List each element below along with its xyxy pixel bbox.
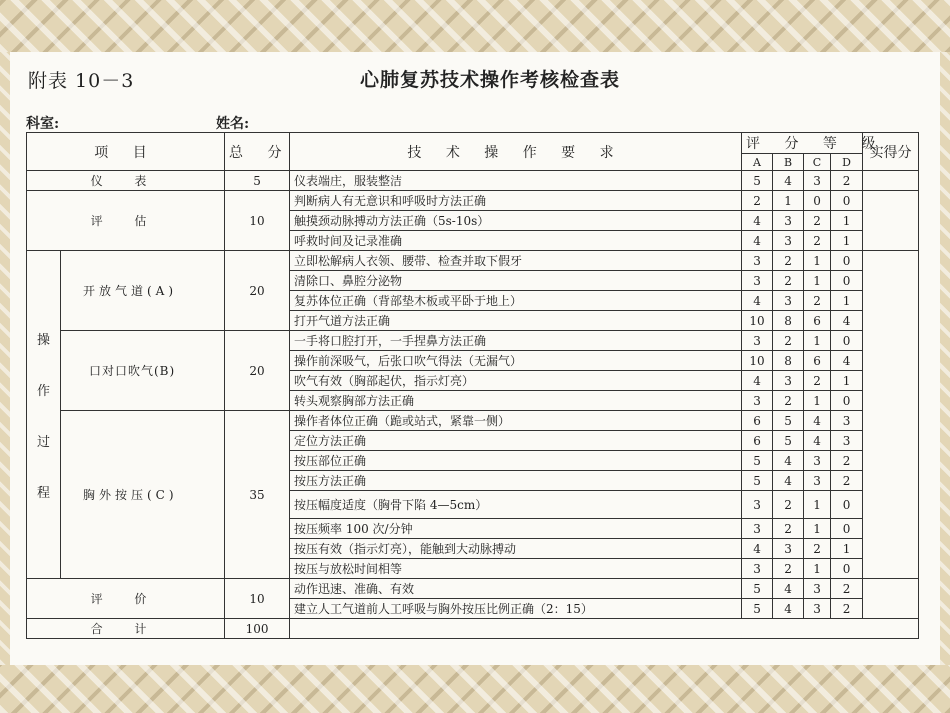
requirement-text: 触摸颈动脉搏动方法正确（5s-10s） bbox=[290, 211, 742, 231]
actual-score-cell[interactable] bbox=[863, 579, 919, 619]
grade-c-value: 3 bbox=[804, 171, 831, 191]
actual-score-cell[interactable] bbox=[863, 251, 919, 579]
grade-a-value: 2 bbox=[742, 191, 773, 211]
grade-d-value: 0 bbox=[831, 559, 863, 579]
grade-d-value: 0 bbox=[831, 251, 863, 271]
requirement-text: 转头观察胸部方法正确 bbox=[290, 391, 742, 411]
table-row bbox=[27, 579, 919, 599]
grade-d-value: 2 bbox=[831, 171, 863, 191]
grade-c-value: 1 bbox=[804, 331, 831, 351]
grade-b-value: 3 bbox=[773, 291, 804, 311]
grade-b-header: B bbox=[773, 154, 804, 171]
requirement-text: 建立人工气道前人工呼吸与胸外按压比例正确（2：15） bbox=[290, 599, 742, 619]
grade-b-value: 2 bbox=[773, 491, 804, 519]
grade-a-value: 3 bbox=[742, 559, 773, 579]
grade-a-value: 4 bbox=[742, 231, 773, 251]
grade-c-value: 3 bbox=[804, 599, 831, 619]
page-title: 心肺复苏技术操作考核检查表 bbox=[360, 69, 621, 91]
grade-b-value: 4 bbox=[773, 451, 804, 471]
requirement-text: 立即松解病人衣领、腰带、检查并取下假牙 bbox=[290, 251, 742, 271]
grade-d-value: 1 bbox=[831, 539, 863, 559]
grade-c-value: 2 bbox=[804, 539, 831, 559]
grade-d-value: 0 bbox=[831, 491, 863, 519]
total-score: 20 bbox=[225, 331, 290, 411]
grade-a-value: 4 bbox=[742, 291, 773, 311]
subcategory-airway: 开放气道(A) bbox=[61, 251, 225, 331]
table-row bbox=[27, 251, 919, 271]
requirement-text: 打开气道方法正确 bbox=[290, 311, 742, 331]
operation-char-3: 过 bbox=[36, 434, 50, 450]
category-evaluation: 评 价 bbox=[27, 579, 225, 619]
requirement-text: 按压与放松时间相等 bbox=[290, 559, 742, 579]
subcategory-breathing: 口对口吹气(B) bbox=[61, 331, 225, 411]
requirement-text: 呼救时间及记录准确 bbox=[290, 231, 742, 251]
total-score: 10 bbox=[225, 191, 290, 251]
grade-c-value: 1 bbox=[804, 251, 831, 271]
operation-char-2: 作 bbox=[36, 383, 50, 399]
decorative-border-top bbox=[0, 0, 950, 52]
grade-b-value: 2 bbox=[773, 519, 804, 539]
grade-d-value: 2 bbox=[831, 451, 863, 471]
checklist-table bbox=[26, 132, 919, 639]
grade-c-header: C bbox=[804, 154, 831, 171]
col-actual-header: 实得分 bbox=[863, 133, 919, 171]
grade-a-value: 6 bbox=[742, 411, 773, 431]
grade-d-value: 2 bbox=[831, 471, 863, 491]
grade-a-value: 3 bbox=[742, 331, 773, 351]
col-grade-header: 评 分 等 级 bbox=[742, 133, 863, 154]
grade-c-value: 6 bbox=[804, 351, 831, 371]
grade-a-value: 3 bbox=[742, 251, 773, 271]
grade-c-value: 1 bbox=[804, 271, 831, 291]
grade-d-value: 0 bbox=[831, 271, 863, 291]
total-row bbox=[27, 619, 919, 639]
requirement-text: 按压幅度适度（胸骨下陷 4—5cm） bbox=[290, 491, 742, 519]
grade-b-value: 8 bbox=[773, 351, 804, 371]
grade-b-value: 2 bbox=[773, 559, 804, 579]
operation-char-1: 操 bbox=[36, 332, 50, 348]
grade-c-value: 4 bbox=[804, 431, 831, 451]
header-row bbox=[27, 133, 919, 154]
grade-a-header: A bbox=[742, 154, 773, 171]
grade-d-value: 0 bbox=[831, 331, 863, 351]
decorative-border-bottom bbox=[0, 665, 950, 713]
total-score: 10 bbox=[225, 579, 290, 619]
grade-b-value: 5 bbox=[773, 431, 804, 451]
grade-a-value: 5 bbox=[742, 471, 773, 491]
grade-b-value: 2 bbox=[773, 331, 804, 351]
grade-a-value: 4 bbox=[742, 371, 773, 391]
grade-b-value: 4 bbox=[773, 599, 804, 619]
sum-label: 合 计 bbox=[27, 619, 225, 639]
grade-d-value: 4 bbox=[831, 351, 863, 371]
total-score: 5 bbox=[225, 171, 290, 191]
grade-d-value: 3 bbox=[831, 431, 863, 451]
requirement-text: 清除口、鼻腔分泌物 bbox=[290, 271, 742, 291]
decorative-border-left bbox=[0, 52, 10, 665]
requirement-text: 按压频率 100 次/分钟 bbox=[290, 519, 742, 539]
name-label: 姓名: bbox=[216, 116, 250, 132]
grade-c-value: 2 bbox=[804, 231, 831, 251]
grade-c-value: 3 bbox=[804, 471, 831, 491]
grade-b-value: 5 bbox=[773, 411, 804, 431]
operation-process-label bbox=[27, 329, 60, 501]
requirement-text: 按压有效（指示灯亮），能触到大动脉搏动 bbox=[290, 539, 742, 559]
grade-b-value: 4 bbox=[773, 579, 804, 599]
name-field bbox=[216, 113, 249, 133]
grade-a-value: 3 bbox=[742, 519, 773, 539]
grade-b-value: 1 bbox=[773, 191, 804, 211]
sum-blank-cell[interactable] bbox=[290, 619, 919, 639]
requirement-text: 仪表端庄，服装整洁 bbox=[290, 171, 742, 191]
operation-char-4: 程 bbox=[36, 485, 50, 501]
category-operation-process bbox=[27, 251, 61, 579]
requirement-text: 吹气有效（胸部起伏，指示灯亮） bbox=[290, 371, 742, 391]
grade-d-value: 1 bbox=[831, 291, 863, 311]
subcategory-compression: 胸外按压(C) bbox=[61, 411, 225, 579]
grade-d-value: 4 bbox=[831, 311, 863, 331]
total-score: 35 bbox=[225, 411, 290, 579]
col-requirement-header: 技 术 操 作 要 求 bbox=[290, 133, 742, 171]
grade-b-value: 4 bbox=[773, 471, 804, 491]
grade-a-value: 10 bbox=[742, 311, 773, 331]
grade-a-value: 4 bbox=[742, 539, 773, 559]
grade-b-value: 4 bbox=[773, 171, 804, 191]
grade-a-value: 5 bbox=[742, 451, 773, 471]
grade-d-value: 0 bbox=[831, 391, 863, 411]
grade-a-value: 10 bbox=[742, 351, 773, 371]
grade-b-value: 8 bbox=[773, 311, 804, 331]
table-row bbox=[27, 411, 919, 431]
grade-d-value: 1 bbox=[831, 211, 863, 231]
requirement-text: 操作前深吸气，后张口吹气得法（无漏气） bbox=[290, 351, 742, 371]
col-total-header: 总 分 bbox=[225, 133, 290, 171]
requirement-text: 定位方法正确 bbox=[290, 431, 742, 451]
grade-c-value: 1 bbox=[804, 391, 831, 411]
category-appearance: 仪 表 bbox=[27, 171, 225, 191]
grade-b-value: 3 bbox=[773, 211, 804, 231]
grade-b-value: 3 bbox=[773, 539, 804, 559]
grade-c-value: 6 bbox=[804, 311, 831, 331]
grade-a-value: 5 bbox=[742, 579, 773, 599]
grade-b-value: 3 bbox=[773, 231, 804, 251]
total-score: 20 bbox=[225, 251, 290, 331]
grade-a-value: 3 bbox=[742, 491, 773, 519]
grade-d-value: 0 bbox=[831, 519, 863, 539]
department-field bbox=[26, 113, 59, 133]
category-assessment: 评 估 bbox=[27, 191, 225, 251]
grade-a-value: 5 bbox=[742, 599, 773, 619]
requirement-text: 按压部位正确 bbox=[290, 451, 742, 471]
grade-c-value: 2 bbox=[804, 371, 831, 391]
requirement-text: 判断病人有无意识和呼吸时方法正确 bbox=[290, 191, 742, 211]
grade-c-value: 2 bbox=[804, 211, 831, 231]
table-row bbox=[27, 331, 919, 351]
grade-c-value: 1 bbox=[804, 519, 831, 539]
grade-d-value: 0 bbox=[831, 191, 863, 211]
requirement-text: 按压方法正确 bbox=[290, 471, 742, 491]
requirement-text: 操作者体位正确（跪或站式，紧靠一侧） bbox=[290, 411, 742, 431]
table-row bbox=[27, 191, 919, 211]
grade-d-value: 2 bbox=[831, 599, 863, 619]
grade-d-value: 1 bbox=[831, 231, 863, 251]
grade-c-value: 1 bbox=[804, 491, 831, 519]
grade-c-value: 2 bbox=[804, 291, 831, 311]
grade-b-value: 2 bbox=[773, 391, 804, 411]
grade-b-value: 3 bbox=[773, 371, 804, 391]
requirement-text: 一手将口腔打开，一手捏鼻方法正确 bbox=[290, 331, 742, 351]
actual-score-cell[interactable] bbox=[863, 191, 919, 251]
requirement-text: 复苏体位正确（背部垫木板或平卧于地上） bbox=[290, 291, 742, 311]
grade-d-value: 3 bbox=[831, 411, 863, 431]
grade-d-header: D bbox=[831, 154, 863, 171]
col-item-header: 项 目 bbox=[27, 133, 225, 171]
grade-b-value: 2 bbox=[773, 271, 804, 291]
sum-total: 100 bbox=[225, 619, 290, 639]
grade-a-value: 5 bbox=[742, 171, 773, 191]
grade-a-value: 6 bbox=[742, 431, 773, 451]
actual-score-cell[interactable] bbox=[863, 171, 919, 191]
grade-a-value: 3 bbox=[742, 391, 773, 411]
grade-d-value: 2 bbox=[831, 579, 863, 599]
decorative-border-right bbox=[940, 52, 950, 665]
table-row bbox=[27, 171, 919, 191]
requirement-text: 动作迅速、准确、有效 bbox=[290, 579, 742, 599]
grade-b-value: 2 bbox=[773, 251, 804, 271]
appendix-number: 附表 10－3 bbox=[28, 70, 135, 92]
grade-c-value: 3 bbox=[804, 579, 831, 599]
grade-c-value: 3 bbox=[804, 451, 831, 471]
grade-c-value: 1 bbox=[804, 559, 831, 579]
department-label: 科室: bbox=[26, 116, 60, 132]
grade-a-value: 3 bbox=[742, 271, 773, 291]
grade-d-value: 1 bbox=[831, 371, 863, 391]
grade-c-value: 4 bbox=[804, 411, 831, 431]
grade-c-value: 0 bbox=[804, 191, 831, 211]
grade-a-value: 4 bbox=[742, 211, 773, 231]
